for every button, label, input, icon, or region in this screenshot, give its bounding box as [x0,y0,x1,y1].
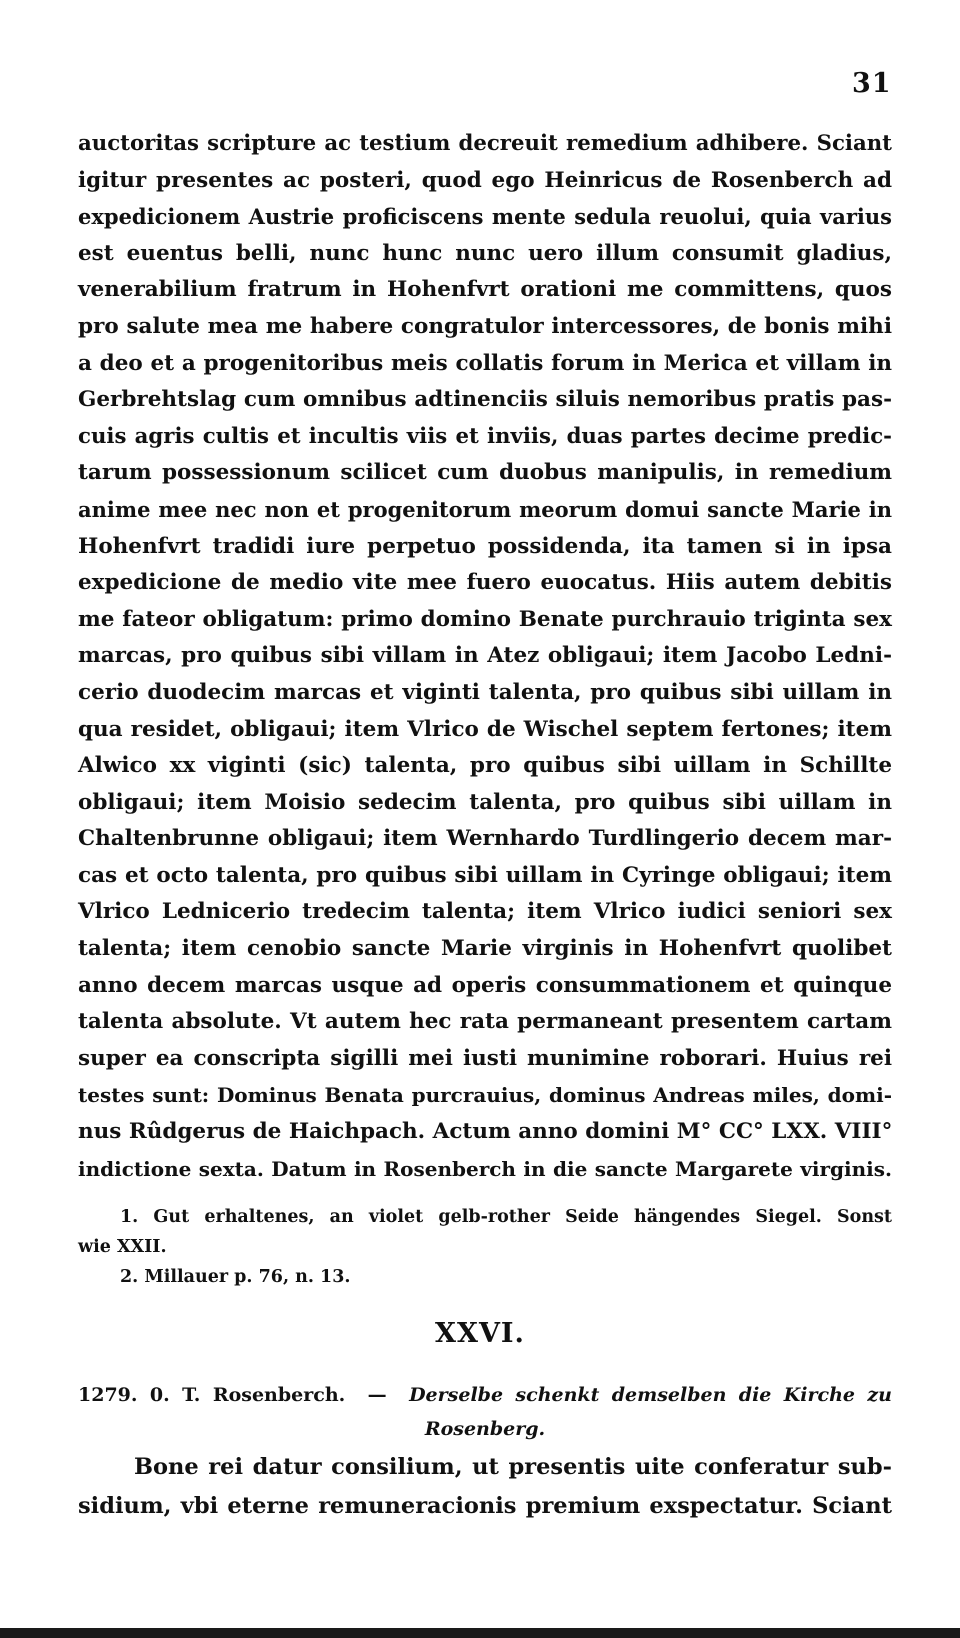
text-line: anime mee nec non et progenitorum meorum domui sancte Marie in [78,496,892,522]
text-line: Vlrico Lednicerio tredecim talenta; item Vlrico iudici seniori sex [78,899,892,925]
text-line: Chaltenbrunne obligaui; item Wernhardo Turdlingerio decem mar- [78,826,892,852]
regest-date: 1279. 0. T. Rosenberch. [78,1384,346,1406]
charter-opening [78,1448,892,1526]
regest-summary: Derselbe schenkt demselben die Kirche zu [409,1384,892,1406]
text-line: auctoritas scripture ac testium decreuit remedium adhibere. Sciant [78,131,892,156]
text-line: cas et octo talenta, pro quibus sibi uillam in Cyringe obligaui; item [78,862,892,888]
section-heading: XXVI. [435,1318,525,1349]
page-bottom-edge [0,1628,960,1638]
text-line: Alwico xx viginti (sic) talenta, pro quibus sibi uillam in Schillte [78,753,892,779]
text-line: expedicionem Austrie proficiscens mente sedula reuolui, quia varius [78,204,892,230]
text-line: a deo et a progenitoribus meis collatis forum in Merica et villam in [78,350,892,376]
page-number: 31 [852,68,892,99]
text-line: venerabilium fratrum in Hohenfvrt orationi me committens, quos [78,277,892,303]
text-line: expedicione de medio vite mee fuero euocatus. Hiis autem debitis [78,570,892,596]
text-line: testes sunt: Dominus Benata purcrauius, dominus Andreas miles, domi- [78,1083,892,1108]
regest [78,1378,892,1446]
text-line: obligaui; item Moisio sedecim talenta, pro quibus sibi uillam in [78,789,892,815]
text-line: talenta absolute. Vt autem hec rata permaneant presentem cartam [78,1009,892,1035]
text-line: marcas, pro quibus sibi villam in Atez obligaui; item Jacobo Ledni- [78,643,892,669]
text-line: qua residet, obligaui; item Vlrico de Wischel septem fertones; item [78,716,892,742]
footnotes [78,1202,892,1292]
text-line: talenta; item cenobio sancte Marie virginis in Hohenfvrt quolibet [78,936,892,962]
regest-line [78,1378,892,1412]
text-line: tarum possessionum scilicet cum duobus manipulis, in remedium [78,460,892,486]
regest-dash: — [367,1384,387,1406]
footnote-2: 2. Millauer p. 76, n. 13. [120,1267,351,1287]
text-line: igitur presentes ac posteri, quod ego Heinricus de Rosenberch ad [78,167,892,193]
text-line: sidium, vbi eterne remuneracionis premium exspectatur. Sciant [78,1493,892,1519]
text-line: Gerbrehtslag cum omnibus adtinenciis siluis nemoribus pratis pas- [78,387,892,413]
text-line: me fateor obligatum: primo domino Benate purchrauio triginta sex [78,606,892,632]
text-line: super ea conscripta sigilli mei iusti munimine roborari. Huius rei [78,1045,892,1071]
text-line: cuis agris cultis et incultis viis et inviis, duas partes decime predic- [78,423,892,449]
charter-text [78,126,892,1187]
text-line: anno decem marcas usque ad operis consummationem et quinque [78,972,892,998]
text-line: est euentus belli, nunc hunc nunc uero illum consumit gladius, [78,240,892,266]
footnote-1-continuation: wie XXII. [78,1237,167,1257]
text-line: nus Rûdgerus de Haichpach. Actum anno domini M° CC° LXX. VIII° [78,1119,893,1145]
text-line: Bone rei datur consilium, ut presentis uite conferatur sub- [134,1454,892,1480]
text-line: Hohenfvrt tradidi iure perpetuo possidenda, ita tamen si in ipsa [78,533,892,559]
text-line: indictione sexta. Datum in Rosenberch in die sancte Margarete virginis. [78,1156,892,1181]
text-line: pro salute mea me habere congratulor intercessores, de bonis mihi [78,313,892,339]
footnote-1: 1. Gut erhaltenes, an violet gelb-rother Seide hängendes Siegel. Sonst [120,1207,892,1227]
text-line: cerio duodecim marcas et viginti talenta, pro quibus sibi uillam in [78,679,892,705]
regest-summary-continuation: Rosenberg. [424,1418,546,1440]
